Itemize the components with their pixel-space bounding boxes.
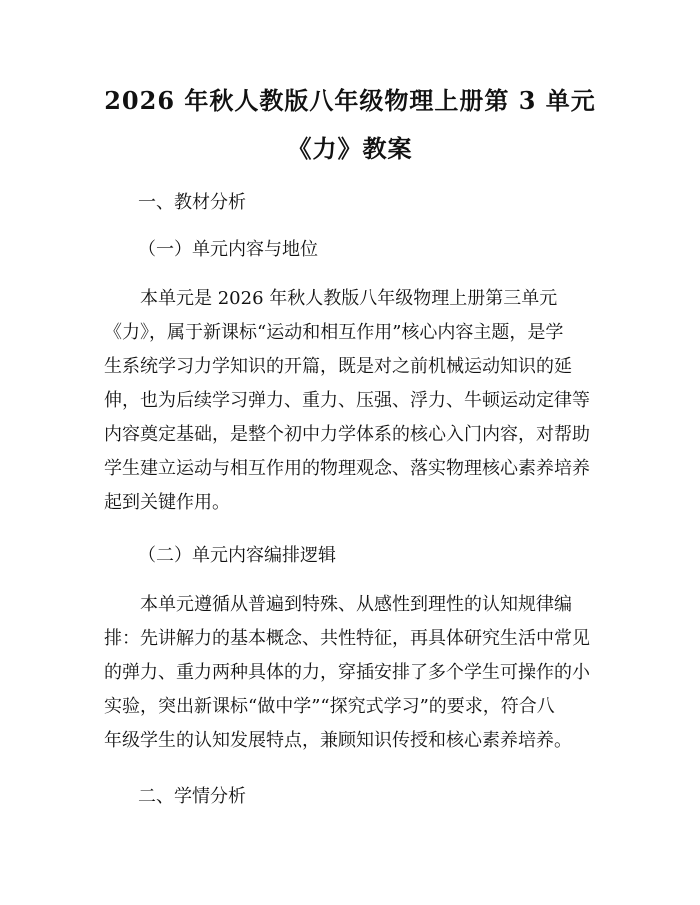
document-title-line-1: 2026 年秋人教版八年级物理上册第 3 单元 — [104, 86, 596, 115]
paragraph-line: 排：先讲解力的基本概念、共性特征，再具体研究生活中常见 — [104, 628, 590, 649]
section-heading-teaching-material-analysis: 一、教材分析 — [138, 192, 246, 213]
paragraph-line: 实验，突出新课标“做中学”“探究式学习”的要求，符合八 — [104, 696, 555, 717]
paragraph-line: 的弹力、重力两种具体的力，穿插安排了多个学生可操作的小 — [104, 662, 590, 683]
paragraph-line: 内容奠定基础，是整个初中力学体系的核心入门内容，对帮助 — [104, 424, 590, 445]
paragraph-line: 本单元遵循从普遍到特殊、从感性到理性的认知规律编 — [140, 594, 572, 615]
paragraph-line: 生系统学习力学知识的开篇，既是对之前机械运动知识的延 — [104, 356, 572, 377]
paragraph-unit-content-and-status — [104, 282, 604, 520]
paragraph-line: 年级学生的认知发展特点，兼顾知识传授和核心素养培养。 — [104, 730, 572, 751]
paragraph-line: 本单元是 2026 年秋人教版八年级物理上册第三单元 — [140, 288, 558, 309]
subsection-heading-content-arrangement-logic: （二）单元内容编排逻辑 — [138, 545, 336, 566]
paragraph-line: 《力》，属于新课标“运动和相互作用”核心内容主题，是学 — [104, 322, 564, 343]
document-title-line-2: 《力》教案 — [287, 134, 413, 163]
paragraph-line: 伸，也为后续学习弹力、重力、压强、浮力、牛顿运动定律等 — [104, 390, 590, 411]
paragraph-content-arrangement-logic — [104, 588, 604, 758]
subsection-heading-unit-content-and-status: （一）单元内容与地位 — [138, 239, 318, 260]
section-heading-student-analysis: 二、学情分析 — [138, 786, 246, 807]
paragraph-line: 学生建立运动与相互作用的物理观念、落实物理核心素养培养 — [104, 458, 590, 479]
paragraph-line: 起到关键作用。 — [104, 492, 230, 513]
